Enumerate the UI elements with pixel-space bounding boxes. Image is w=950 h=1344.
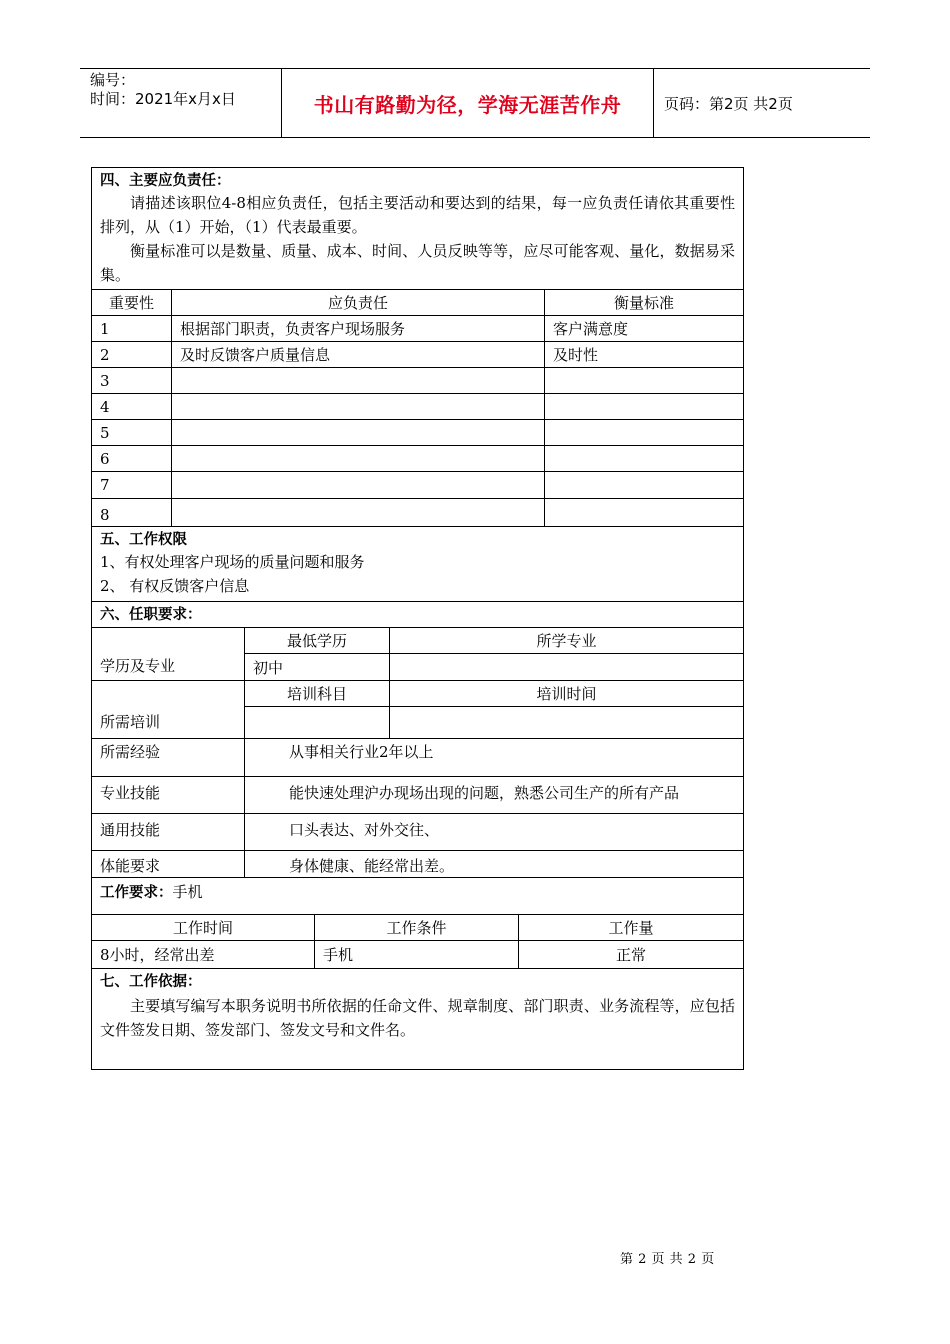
work-table	[92, 915, 743, 969]
experience-label: 所需经验	[92, 739, 245, 776]
education-v1: 初中	[245, 654, 390, 680]
table-header-row	[92, 290, 743, 316]
work-header-row	[92, 915, 743, 941]
training-v1	[245, 707, 390, 738]
table-row	[92, 499, 743, 526]
table-row	[92, 368, 743, 394]
authority-item: 2、 有权反馈客户信息	[100, 577, 250, 595]
page-footer: 第 2 页 共 2 页	[620, 1252, 715, 1267]
table-row	[92, 394, 743, 420]
authority-item: 1、有权处理客户现场的质量问题和服务	[100, 553, 365, 571]
rank-cell: 1	[92, 316, 172, 341]
table-row	[92, 472, 743, 499]
education-label	[92, 628, 245, 680]
measure-cell	[545, 394, 743, 419]
training-row	[92, 681, 743, 739]
work-requirement-row	[92, 878, 743, 915]
number-label: 编号：	[90, 71, 136, 89]
header-motto: 书山有路勤为径，学海无涯苦作舟	[282, 69, 654, 137]
section-4-para-2: 衡量标准可以是数量、质量、成本、时间、人员反映等等，应尽可能客观、量化，数据易采集。	[100, 242, 735, 284]
section-4-para-1: 请描述该职位4-8相应负责任，包括主要活动和要达到的结果，每一应负责任请依其重要性排列，从（1）开始，（1）代表最重要。	[100, 194, 735, 236]
rank-cell: 4	[92, 394, 172, 419]
section-7-para: 主要填写编写本职务说明书所依据的任命文件、规章制度、部门职责、业务流程等，应包括文件签发日期、签发部门、签发文号和文件名。	[100, 997, 735, 1039]
rank-cell: 8	[92, 499, 172, 526]
skill-value: 能快速处理沪办现场出现的问题，熟悉公司生产的所有产品	[289, 784, 680, 802]
education-value-row	[245, 654, 743, 680]
work-v1: 8小时，经常出差	[92, 941, 315, 968]
header-duty: 应负责任	[172, 290, 545, 315]
skill-row	[92, 777, 743, 814]
measure-cell	[545, 472, 743, 498]
rank-cell: 2	[92, 342, 172, 367]
section-6-title: 六、任职要求：	[100, 607, 202, 623]
education-h2: 所学专业	[536, 632, 597, 650]
education-row	[92, 628, 743, 681]
job-description-form	[91, 167, 744, 1070]
table-row	[92, 316, 743, 342]
rank-cell: 6	[92, 446, 172, 471]
duty-cell: 及时反馈客户质量信息	[172, 342, 545, 367]
section-basis	[92, 969, 743, 1069]
section-7-title: 七、工作依据：	[100, 974, 202, 990]
experience-value: 从事相关行业2年以上	[289, 743, 434, 761]
skill-label: 专业技能	[92, 777, 245, 813]
duty-cell	[172, 446, 545, 471]
training-h2: 培训时间	[536, 685, 597, 703]
header-importance: 重要性	[92, 290, 172, 315]
training-label	[92, 681, 245, 738]
duty-cell	[172, 394, 545, 419]
measure-cell	[545, 368, 743, 393]
duty-cell	[172, 420, 545, 445]
work-v2: 手机	[315, 941, 519, 968]
header-page-info: 页码：第2页 共2页	[664, 94, 793, 113]
work-h1: 工作时间	[92, 915, 315, 940]
work-value-row	[92, 941, 743, 968]
table-row	[92, 446, 743, 472]
header-measure: 衡量标准	[613, 294, 674, 312]
document-header	[80, 68, 870, 138]
section-requirements-title-row	[92, 602, 743, 628]
table-row	[92, 342, 743, 368]
duty-cell: 根据部门职责，负责客户现场服务	[172, 316, 545, 341]
section-5-title: 五、工作权限	[100, 532, 187, 548]
work-v3: 正常	[615, 946, 646, 964]
measure-cell	[545, 420, 743, 445]
training-table	[245, 681, 743, 738]
training-value-row	[245, 707, 743, 738]
training-v2	[390, 707, 743, 738]
measure-cell	[545, 499, 743, 526]
general-skill-value: 口头表达、对外交往、	[289, 821, 440, 839]
responsibility-table	[92, 290, 743, 527]
education-h1: 最低学历	[245, 628, 390, 653]
duty-cell	[172, 368, 545, 393]
section-4-title: 四、主要应负责任：	[100, 173, 231, 189]
table-row	[92, 420, 743, 446]
work-requirement-label: 工作要求：	[100, 885, 173, 901]
header-meta	[80, 69, 282, 137]
education-v2	[390, 654, 743, 680]
duty-cell	[172, 499, 545, 526]
section-authority	[92, 527, 743, 602]
measure-cell	[545, 446, 743, 471]
section-responsibilities	[92, 168, 743, 290]
general-skill-label: 通用技能	[92, 814, 245, 850]
training-label-text: 所需培训	[100, 713, 161, 731]
measure-cell: 及时性	[553, 346, 599, 364]
measure-cell: 客户满意度	[553, 320, 629, 338]
general-skill-row	[92, 814, 743, 851]
rank-cell: 7	[92, 472, 172, 498]
experience-row	[92, 739, 743, 777]
physical-label: 体能要求	[92, 851, 245, 877]
physical-value: 身体健康、能经常出差。	[289, 857, 455, 875]
physical-row	[92, 851, 743, 878]
work-requirement-value: 手机	[172, 883, 203, 901]
education-table	[245, 628, 743, 680]
time-label: 时间：2021年x月x日	[90, 90, 236, 108]
work-h2: 工作条件	[315, 915, 519, 940]
rank-cell: 5	[92, 420, 172, 445]
rank-cell: 3	[92, 368, 172, 393]
training-header-row	[245, 681, 743, 707]
duty-cell	[172, 472, 545, 498]
training-h1: 培训科目	[245, 681, 390, 706]
education-header-row	[245, 628, 743, 654]
education-label-text: 学历及专业	[100, 657, 176, 675]
work-h3: 工作量	[608, 919, 654, 937]
